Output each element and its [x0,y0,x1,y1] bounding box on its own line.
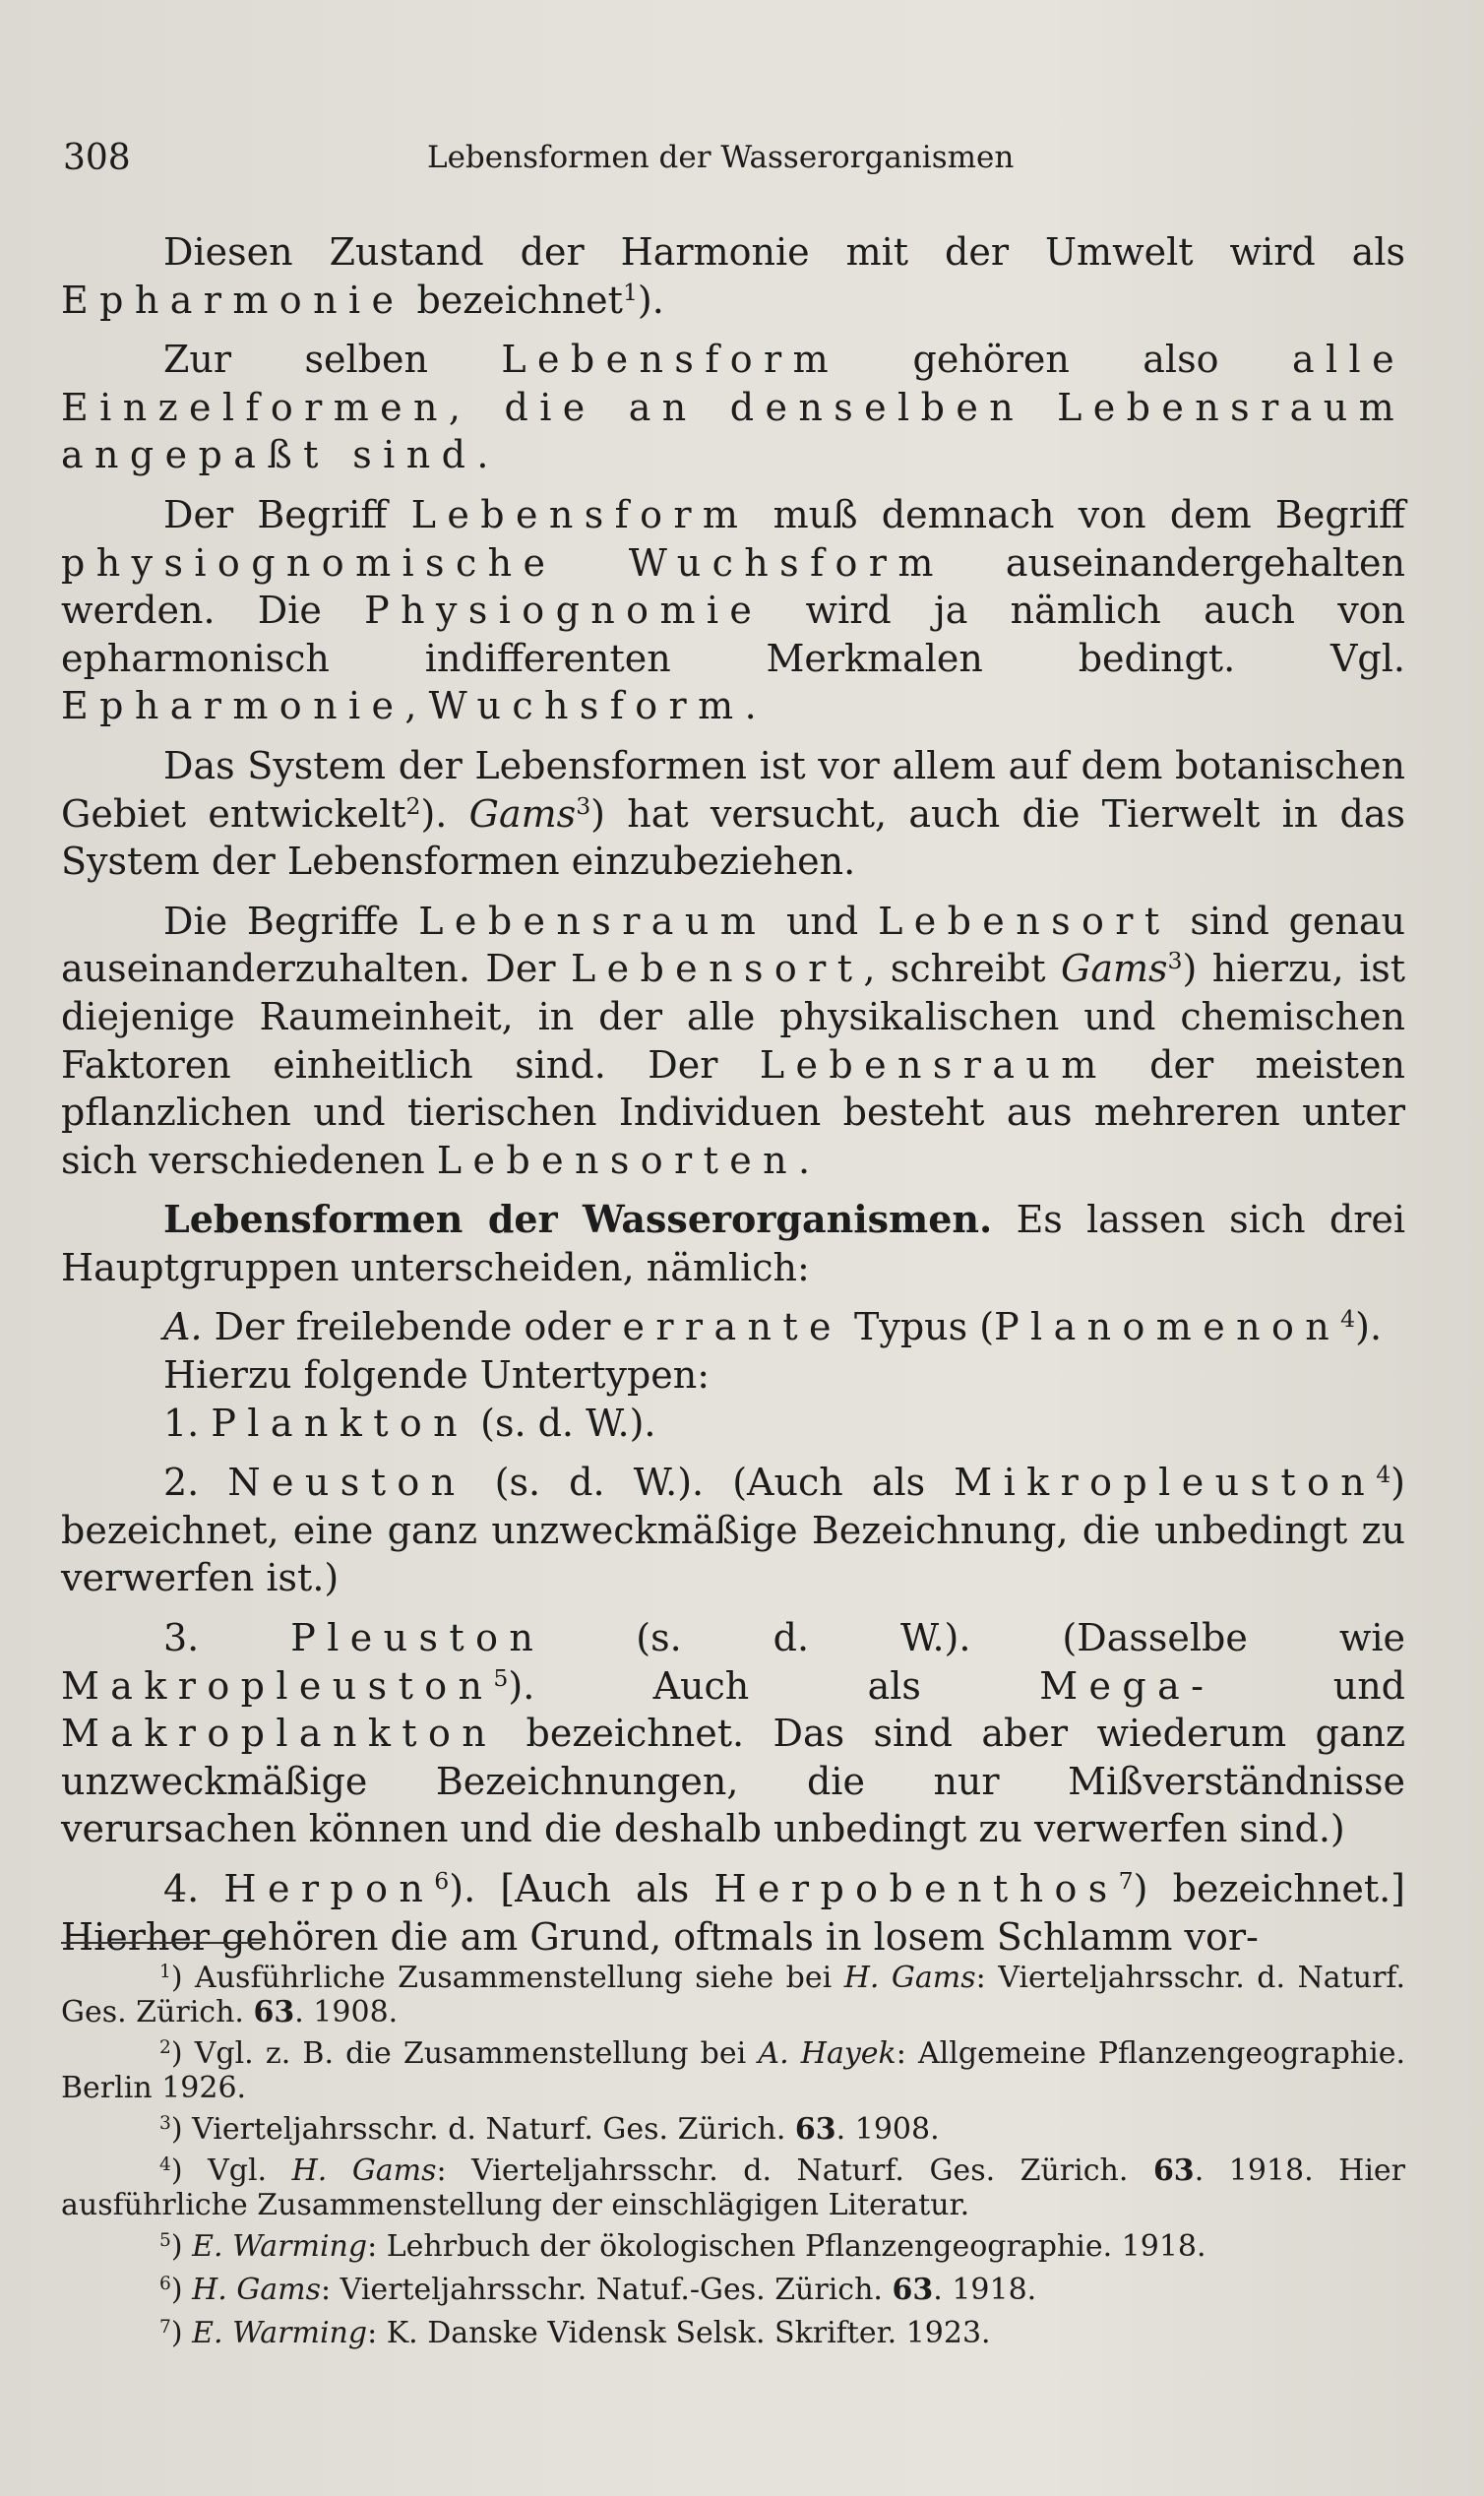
text: und [1214,1663,1405,1708]
spaced-term: Herpobenthos [713,1867,1119,1910]
text: ) [170,2229,193,2264]
footnote-ref: 3 [1167,947,1183,975]
volume-number: 63 [1152,2153,1195,2188]
text: (s. d. W.). [468,1401,656,1445]
paragraph-lebensraum [61,898,1405,1185]
spaced-term: Lebensorten [436,1138,799,1182]
text: ) Ausführliche Zusammenstellung siehe bei [170,1961,844,1995]
spaced-term: Neuston [227,1461,466,1505]
text: Typus ( [841,1305,995,1349]
group-letter: A. [163,1305,203,1349]
footnote-ref: 1 [622,278,638,306]
volume-number: 63 [253,1995,295,2029]
paragraph-begriff [61,491,1405,730]
spaced-term: Lebensraum [418,899,768,943]
volume-number: 63 [892,2273,934,2307]
text: : Vierteljahrsschr. Natuf.-Ges. Zürich. [321,2273,893,2307]
paragraph-typus-a [61,1303,1405,1351]
text: : K. Danske Vidensk Selsk. Skrifter. 1923. [367,2316,991,2350]
text: : Allgemeine Pflanzengeographie. Berlin 1926. [61,2036,1406,2105]
text: Der freilebende oder [202,1305,623,1349]
spaced-term: Wuchsform [428,684,745,728]
text: ) bezeichnet, eine ganz unzweckmäßige Bezeichnung, die unbedingt zu verwerfen ist.) [61,1461,1405,1600]
text: . [744,684,757,728]
text: : Vierteljahrsschr. d. Naturf. Ges. Zürich. [61,1961,1405,2029]
footnote-2 [61,2036,1405,2105]
text: muß demnach von dem Begriff [749,492,1405,536]
text: . 1918. [933,2273,1037,2307]
text: bezeichnet. Das sind aber wiederum ganz unzweckmäßige Bezeichnungen, die nur Mißverständnisse verursachen können und die deshalb unbedingt zu verwerfen sind.) [61,1712,1405,1851]
text: ) bezeichnet.] Hierher gehören die am Grund, oftmals in losem Schlamm vor- [61,1867,1406,1959]
text: ) [170,2273,193,2307]
text: gehören also [839,338,1292,382]
text: Die Begriffe [163,899,419,943]
spaced-term: Epharmonie [61,278,405,322]
text: ) [170,2316,193,2350]
text: Der Begriff [163,492,411,536]
paragraph-system [61,742,1405,886]
footnote-number: 4 [159,2153,171,2175]
footnote-number: 3 [159,2112,171,2134]
text: Es lassen sich drei Hauptgruppen unterscheiden, nämlich: [61,1198,1405,1289]
text: ) Vierteljahrsschr. d. Naturf. Ges. Zürich. [170,2112,795,2147]
text: Das System der Lebensformen ist vor allem auf dem botanischen Gebiet entwickelt [61,743,1405,836]
footnote-ref: 2 [405,791,421,820]
author-name: H. Gams [843,1961,976,1995]
footnote-6 [61,2273,1405,2307]
author-name: H. Gams [192,2273,322,2307]
text: (s. d. W.). (Auch als [465,1461,955,1505]
footnote-ref: 7 [1118,1867,1134,1896]
text: bezeichnet [404,278,623,322]
spaced-term: Plankton [211,1401,469,1445]
footnote-ref: 5 [493,1663,509,1692]
item-number: 1. [163,1401,212,1445]
text: : Lehrbuch der ökologischen Pflanzengeographie. 1918. [367,2229,1206,2264]
page-header [63,138,1401,187]
item-number: 4. [163,1867,224,1910]
running-title: Lebensformen der Wasserorganismen [427,140,1015,175]
footnote-7 [61,2316,1405,2350]
spaced-term: Mikropleuston [954,1461,1377,1505]
text: ) hierzu, ist diejenige Raumeinheit, in der alle physikalischen und chemischen Faktoren einheitlich sind. Der [61,947,1406,1087]
author-name: Gams [1061,947,1168,991]
text: (s. d. W.). (Dasselbe wie [544,1616,1405,1660]
spaced-term: Lebensraum [759,1042,1108,1087]
text: ) Vgl. [170,2153,292,2188]
footnote-number: 6 [159,2273,171,2294]
author-name: E. Warming [192,2316,368,2350]
text: ). [420,791,469,836]
footnote-number: 2 [159,2036,171,2058]
item-number: 3. [163,1616,291,1660]
spaced-term: errante [622,1305,842,1349]
text: Hierzu folgende Untertypen: [163,1353,711,1398]
text: ). [637,278,664,322]
spaced-term: Lebensform [410,492,750,536]
list-item-pleuston [61,1614,1405,1853]
text: Diesen Zustand der Harmonie mit der Umwelt wird als [163,230,1405,274]
spaced-term: Physiognomie [364,589,764,633]
footnote-ref: 6 [434,1867,450,1896]
text: auseinandergehalten werden. Die [61,540,1406,633]
text: , schreibt [863,947,1061,991]
spaced-term: Makroplankton [61,1712,498,1756]
paragraph-wasserorganismen [61,1196,1405,1291]
body-text [61,228,1405,1961]
author-name: A. Hayek [758,2036,897,2071]
footnote-ref: 4 [1376,1461,1391,1489]
author-name: Gams [468,791,577,836]
footnote-number: 1 [159,1961,171,1982]
footnote-number: 5 [159,2229,171,2251]
footnote-ref: 4 [1340,1305,1356,1334]
text: , [404,684,429,728]
text: ). Auch als [508,1663,1040,1708]
text: Zur selben [163,338,502,382]
spaced-term: Mega- [1039,1663,1215,1708]
paragraph-epharmonie [61,228,1405,324]
text: . 1918. Hier ausführliche Zusammenstellung der einschlägigen Literatur. [61,2153,1406,2222]
footnote-1 [61,1961,1405,2029]
footnote-divider [61,1942,262,1944]
author-name: H. Gams [291,2153,437,2188]
text: . 1908. [294,1995,399,2029]
spaced-term: Makropleuston [61,1663,494,1708]
text: der meisten pflanzlichen und tierischen Individuen besteht aus mehreren unter sich verschiedenen [61,1042,1406,1182]
spaced-term: Pleuston [290,1616,545,1660]
text: . [798,1138,811,1182]
paragraph-untertypen [61,1351,1405,1400]
spaced-term: Epharmonie [61,684,405,728]
text: ) Vgl. z. B. die Zusammenstellung bei [170,2036,759,2071]
list-item-neuston [61,1459,1405,1602]
spaced-term: Lebensform [501,338,840,382]
footnote-4 [61,2153,1405,2222]
footnotes [61,1961,1405,2357]
section-heading: Lebensformen der Wasserorganismen. [163,1197,993,1242]
text: wird ja nämlich auch von epharmonisch indifferenten Merkmalen bedingt. Vgl. [61,589,1406,680]
list-item-plankton [61,1400,1405,1448]
text: ). [Auch als [449,1867,714,1910]
text: und [767,899,879,943]
spaced-term: physiognomische Wuchsform [61,540,945,585]
paragraph-lebensform [61,336,1405,479]
text: sind genau auseinanderzuhalten. Der [61,899,1406,991]
footnote-5 [61,2229,1405,2264]
spaced-term: Lebensort [570,947,864,991]
text: : Vierteljahrsschr. d. Naturf. Ges. Zürich. [436,2153,1153,2188]
author-name: E. Warming [192,2229,368,2264]
spaced-term: Herpon [223,1867,435,1910]
footnote-3 [61,2112,1405,2147]
text: ). [1355,1305,1383,1349]
item-number: 2. [163,1461,228,1505]
volume-number: 63 [794,2112,836,2147]
text: . [476,433,489,477]
spaced-term: alle Einzelformen, die an denselben Lebensraum angepaßt sind [61,338,1405,477]
footnote-ref: 3 [576,791,591,820]
text: ) hat versucht, auch die Tierwelt in das System der Lebensformen einzubeziehen. [61,791,1406,884]
spaced-term: Planomenon [994,1305,1341,1349]
text: . 1908. [835,2112,940,2147]
list-item-herpon [61,1865,1405,1961]
page-number: 308 [63,138,131,178]
spaced-term: Lebensort [878,899,1171,943]
footnote-number: 7 [159,2316,171,2338]
